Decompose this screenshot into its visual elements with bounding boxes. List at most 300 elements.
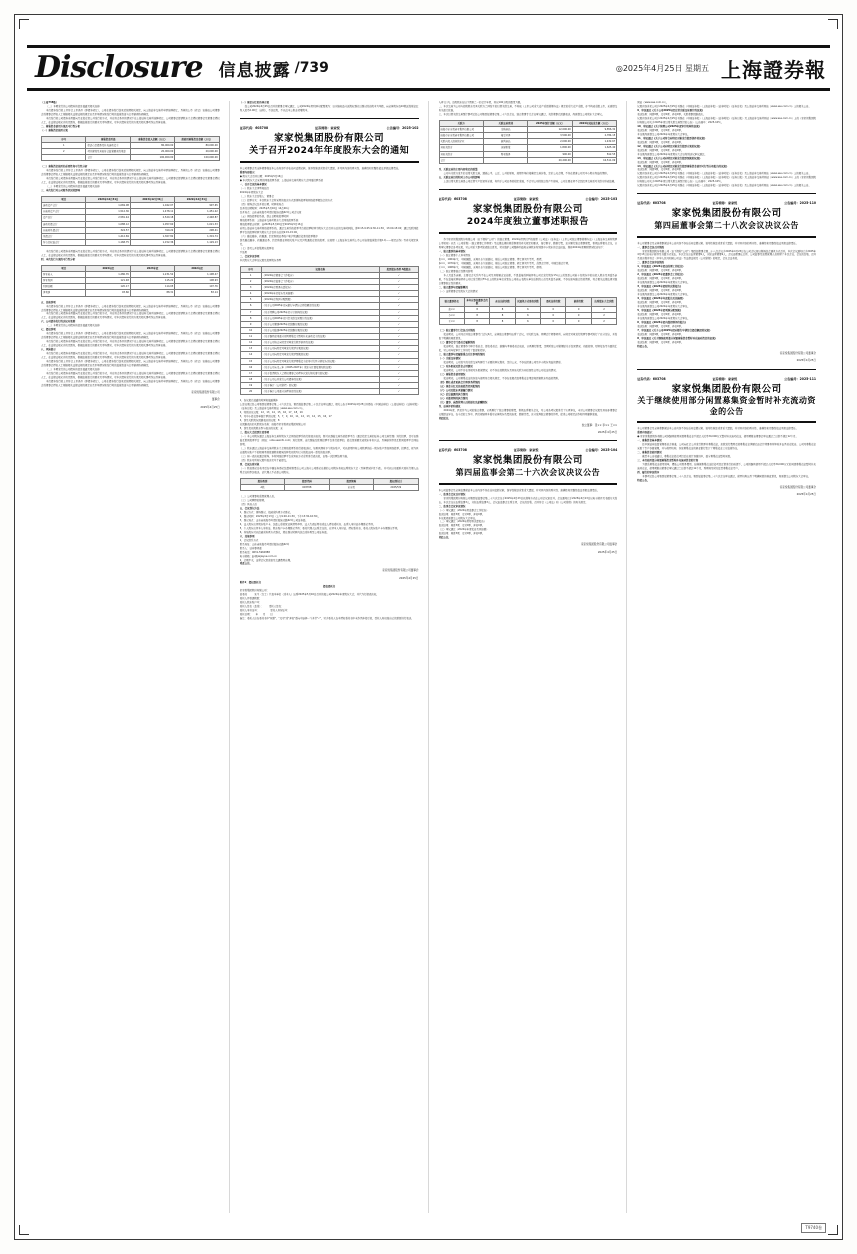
table-cell: 2,784.15: [572, 133, 616, 139]
table-row: [439, 157, 617, 163]
paragraph: （四）现场会议召开的日期、时间和地点: [239, 203, 284, 207]
table-cell: √: [379, 278, 418, 284]
table-cell: 20,000.00: [175, 149, 219, 155]
table-cell: 1,286.35: [86, 272, 130, 278]
table-cell: 接受劳务: [483, 133, 527, 139]
table-row: [439, 319, 617, 325]
paragraph: （四）其他人员: [239, 502, 257, 506]
paragraph: 1、登记方式：现场登记、信函或传真方式登记。: [239, 510, 293, 514]
table-cell: 0: [566, 319, 591, 325]
table-cell: 项目建设及其他符合监管要求的用途: [86, 149, 130, 155]
paragraph: 本公司董事会及全体董事保证本公告内容不存在任何虚假记载、误导性陈述或者重大遗漏，并对其内容的真实性、准确性和完整性依法承担法律责任。: [637, 241, 799, 245]
paragraph: 本议案尚需提交公司2024年年度股东大会审议。: [637, 293, 690, 297]
paragraph: 本议案尚需提交公司2024年年度股东大会以特别决议审议通过。: [637, 152, 707, 156]
paragraph: 本次发行的公司债券采用面向专业投资者公开发行的方式，并在符合条件的情况下在上海证券交易所挂牌转让。公司董事会提请股东大会授权董事会及董事会授权人士，在法律法规允许的范围内，根据监管部门的要求及市场情况，对本次债券发行的方案及相关事项作出具体安排。: [41, 340, 220, 348]
table-cell: 1,432.67: [572, 139, 616, 145]
table-cell: 合计: [439, 157, 483, 163]
article-header: [637, 376, 816, 418]
table-cell: 8: [464, 307, 489, 313]
table-cell: [42, 155, 86, 161]
table-header-cell: 出席股东大会次数: [591, 297, 616, 306]
section-heading: 一、董事会会议召开情况: [637, 245, 665, 249]
section-heading: 四、履行的审议程序: [637, 470, 660, 474]
table-cell: 0: [566, 313, 591, 319]
table-cell: √: [379, 327, 418, 333]
paragraph: （一）审议通过《2024年度监事会工作报告》: [438, 508, 489, 512]
paragraph: 召开地点：山东省威海市环翠区海滨北路62号公司会议室: [239, 211, 302, 215]
signature-board: 家家悦集团股份有限公司董事会: [779, 485, 816, 489]
announcement-number: 公告编号：2025-102: [386, 125, 419, 130]
security-name: 证券简称：家家悦: [513, 196, 539, 201]
table-cell: 17: [240, 370, 261, 376]
paragraph: 本议案尚需提交公司股东大会审议。: [438, 516, 478, 520]
paragraph: 4、涉及关联股东回避表决的议案：8: [239, 419, 280, 423]
paragraph: 1、各议案已披露的时间和披露媒体: [239, 399, 278, 403]
table-cell: 10: [240, 327, 261, 333]
table-cell: 所有者权益合计: [42, 239, 86, 245]
page-sheet: [14, 14, 843, 1240]
section-heading: （二）募集资金使用的必要性和可行性分析: [41, 165, 88, 169]
table-cell: 1,319.74: [175, 233, 219, 239]
table-cell: √: [379, 291, 418, 297]
paragraph: 议案内容详见公司于2025年4月25日刊登在《中国证券报》《上海证券报》《证券时报》《证券日报》及上海证券交易所网站（www.sse.com.cn）上的相关公告。: [637, 172, 811, 176]
security-name: 证券简称：家家悦: [315, 125, 340, 130]
table-row: [42, 239, 220, 245]
paragraph: （二）本期发行的公司债券的信息披露及相关安排: [46, 104, 100, 108]
table-cell: 20,200.00: [528, 157, 572, 163]
security-name: 证券简称：家家悦: [712, 376, 738, 381]
paragraph: 本次债券发行的上市符合上市条件（即债券转让），公司在债券发行结束后按照相关规定，向上海证券交易所申请挂牌转让，具体的上市（转让）安排由公司董事会或董事会授权人士根据相关法律法规的规定以及市场情况和发行时的监管政策与主承销商协商确定。: [41, 379, 220, 387]
paragraph: 2024年度，我们作为公司的独立董事，认真履行了独立董事的职责，积极出席相关会议，对公司各项议案进行了认真审议，未对公司董事会议案及其他非董事会议案提出异议。在今后的工作中，我们将继续本着对全体股东负责的态度，勤勉尽责，充分发挥独立董事的作用，促进公司规范运作和持续健康发展。: [438, 408, 618, 416]
table-cell: √: [379, 285, 418, 291]
table-header-cell: 2023年12月31日: [130, 197, 174, 203]
paragraph: 重要内容提示：: [637, 431, 655, 435]
paragraph: 本次发行的公司债券采用面向专业投资者公开发行的方式，并在符合条件的情况下在上海证券交易所挂牌转让。公司董事会提请股东大会授权董事会及董事会授权人士，在法律法规允许的范围内，根据监管部门的要求及市场情况，对本次债券发行的方案及相关事项作出具体安排。: [41, 312, 220, 320]
table-cell: 1,129.13: [175, 239, 219, 245]
security-code: 证券代码：603708: [438, 196, 467, 201]
signature-supervisory-board: 家家悦集团股份有限公司监事会: [580, 543, 618, 547]
paragraph: 议案内容详见公司于2025年4月25日刊登在《中国证券报》《上海证券报》《证券时报》《证券日报》及上海证券交易所网站（www.sse.com.cn）上的相关公告。: [637, 184, 811, 188]
section-heading: 一、募集资金基本情况: [637, 439, 662, 443]
section-heading: 五、会议登记方法: [239, 506, 260, 510]
paragraph: 特此报告。: [438, 416, 451, 420]
table-cell: 《关于提请股东大会授权董事会办理本次发行相关事宜的议案》: [261, 370, 379, 376]
article-title: 2024年度独立董事述职报告: [466, 216, 589, 227]
section-heading: 三、独立董事年度履职重点关注事项的情况: [438, 353, 485, 357]
table-cell: √: [379, 315, 418, 321]
paragraph: 特此公告。: [637, 478, 650, 482]
table-cell: 流动负债合计: [42, 221, 86, 227]
table-cell: 2,520.18: [130, 215, 174, 221]
table-cell: √: [379, 364, 418, 370]
paragraph: 本次发行的公司债券采用面向专业投资者公开发行的方式，并在符合条件的情况下在上海证券交易所挂牌转让。公司董事会提请股东大会授权董事会及董事会授权人士，在法律法规允许的范围内，根据监管部门的要求及市场情况，对本次债券发行的方案及相关事项作出具体安排。: [41, 177, 220, 185]
corner-mark-top-left: [19, 19, 29, 29]
paragraph: 表决结果：同意9票，反对0票，弃权0票。: [637, 269, 684, 273]
table-cell: 80,000.00: [130, 142, 174, 148]
table-cell: √: [379, 297, 418, 303]
paragraph: 议案内容详见公司于2025年4月25日刊登在《中国证券报》《上海证券报》《证券时报》《证券日报》及上海证券交易所网站（www.sse.com.cn）上的《家家悦集团股份有限公司关于2025年度日常关联交易预计的公告》（公告编号：2025-105）。: [637, 176, 816, 184]
table-cell: 威海市家家悦商业集团有限公司: [439, 133, 483, 139]
continuation-note: （上接738版）: [41, 101, 59, 104]
table-header-cell: 亲自出席次数: [490, 297, 515, 306]
table-cell: 关联自然人控制的企业: [439, 139, 483, 145]
paragraph: 5、涉及优先股股东参与表决的议案：无: [239, 427, 283, 431]
section-heading: （二）对外担保及资金占用情况: [438, 365, 473, 369]
paragraph: 重要内容提示：: [239, 171, 257, 175]
paragraph: （一）股权登记日收市后在中国证券登记结算有限责任公司上海分公司登记在册的公司股东有权出席股东大会（具体情况详见下表），并可以以书面形式委托代理人出席会议和参加表决。该代理人不必是公司股东。: [239, 466, 419, 474]
paragraph: 3、登记地点：山东省威海市环翠区海滨北路62号公司证券部。: [239, 518, 308, 522]
section-heading: 六、其他事项: [239, 534, 255, 538]
paragraph: 表决结果：同意9票，反对0票，弃权0票。: [637, 128, 684, 132]
paragraph: 经公司2024年4月25日召开的董事会审议通过，公司2024年度利润分配预案为：以实施权益分派股权登记日登记的总股本为基数，向全体股东每10股派发现金红利人民币2.00元（含税），不送红股，不以资本公积金转增股本。: [239, 104, 419, 112]
table-cell: 1,042.07: [130, 203, 174, 209]
paragraph: 二、本次交易为公司与控股股东及其关联方之间发生的日常关联交易，不构成《上市公司重大资产重组管理办法》规定的重大资产重组，亦不构成重组上市，无需提交有关部门批准。: [438, 104, 618, 112]
table-cell: 2,448.87: [175, 215, 219, 221]
table-cell: 《关于继续使用部分闲置募集资金暂时补充流动资金的议案》: [261, 334, 379, 340]
paragraph: 本次债券发行的上市符合上市条件（即债券转让），公司在债券发行结束后按照相关规定，向上海证券交易所申请挂牌转让，具体的上市（转让）安排由公司董事会或董事会授权人士根据相关法律法规的规定以及市场情况和发行时的监管政策与主承销商协商确定。: [41, 332, 220, 340]
table-cell: 1,088.12: [86, 221, 130, 227]
table-cell: 《关于修订公司部分治理制度的议案》: [261, 389, 379, 395]
table-cell: 100,000.00: [130, 155, 174, 161]
table-cell: 1: [42, 142, 86, 148]
paragraph: 应回避表决的关联股东名称：威海市家家悦商业集团有限公司: [239, 423, 306, 427]
table-cell: 《关于公司向特定对象发行股票募集资金使用可行性分析报告的议案》: [261, 358, 379, 364]
resolution-item: 1、审议通过《2024年度总经理工作报告》: [637, 265, 685, 269]
table-header-cell: 委托出席次数: [541, 297, 566, 306]
table-cell: 1,512.36: [86, 209, 130, 215]
paragraph: （一）本公司股东通过上海证券交易所股东大会网络投票系统行使表决权的，既可以登陆交易系统投票平台（通过指定交易的证券公司交易终端）进行投票，也可以登陆互联网投票平台（网址：vote.sseinfo.com）进行投票。首次登陆互联网投票平台进行投票的，投资者需要完成股东身份认证。具体操作请见互联网投票平台网站说明。: [239, 435, 419, 446]
table-cell: [483, 157, 527, 163]
paragraph: 本次发行的公司债券采用面向专业投资者公开发行的方式，并在符合条件的情况下在上海证券交易所挂牌转让。公司董事会提请股东大会授权董事会及董事会授权人士，在法律法规允许的范围内，根据监管部门的要求及市场情况，对本次债券发行的方案及相关事项作出具体安排。: [41, 352, 220, 360]
paragraph: 本议案尚需提交公司2024年年度股东大会审议。: [637, 281, 690, 285]
paragraph: 公司与关联方发生的日常关联交易，遵循公平、公正、公开的原则，按照市场价格确定交易价格，定价公允合理，不存在损害公司及中小股东利益的情形。: [443, 171, 610, 175]
column-2: [240, 101, 429, 1213]
paragraph: （一）出席董事会及股东大会的情况: [438, 289, 478, 293]
paragraph: 表决结果：同意9票，反对0票，弃权0票。: [637, 160, 684, 164]
table-cell: √: [379, 334, 418, 340]
table-cell: 121.48: [86, 278, 130, 284]
paragraph: 本次债券发行的上市符合上市条件（即债券转让），公司在债券发行结束后按照相关规定，向上海证券交易所申请挂牌转让，具体的上市（转让）安排由公司董事会或董事会授权人士根据相关法律法规的规定以及市场情况和发行时的监管政策与主承销商协商确定。: [41, 169, 220, 177]
paragraph: （七）涉及公开征集股东投票权: [239, 246, 274, 250]
paragraph: 报告期内，公司共召开独立董事专门会议4次，全体独立董事均出席了会议，对关联交易、续聘会计师事务所、向特定对象发行股票等事项进行了充分讨论，并发表了明确的同意意见。: [438, 333, 618, 341]
table-cell: 6: [515, 319, 540, 325]
paragraph: （二）本期发行的公司债券的信息披露及相关安排: [46, 368, 100, 372]
paragraph: 特此公告。: [637, 344, 650, 348]
section-heading: 七、授权事项: [41, 328, 56, 332]
table-cell: 0: [541, 319, 566, 325]
table-cell: 1,367.82: [130, 233, 174, 239]
section-heading: 四、关联交易的主要内容和定价政策: [438, 167, 478, 171]
related-party-table: [439, 120, 618, 164]
section-heading: （二）独立董事专门会议召开情况: [438, 329, 476, 333]
table-cell: 《关于公司未来三年（2025-2027年）股东分红回报规划的议案》: [261, 364, 379, 370]
table-cell: 108.93: [175, 278, 219, 284]
signature-company: 家家悦集团股份有限公司董事会: [382, 569, 419, 573]
section-heading: 四、会议出席对象: [239, 462, 260, 466]
table-header-cell: 议案名称: [261, 266, 379, 272]
paragraph: 联系人：证券事务部: [239, 546, 262, 550]
paragraph: 本公司董事会及全体董事保证本公告内容不存在任何虚假记载、误导性陈述或者重大遗漏，并对其内容的真实性、准确性和完整性依法承担法律责任。: [239, 167, 401, 171]
paragraph: （二）本期发行的公司债券的信息披露及相关安排: [46, 324, 100, 328]
paragraph: 不适用: [239, 250, 248, 254]
paragraph: （二）审议通过《2024年度财务决算报告》: [438, 520, 487, 524]
table-cell: 李××: [439, 313, 464, 319]
table-cell: 非流动负债合计: [42, 227, 86, 233]
paragraph: 本议案尚需提交公司2024年年度股东大会审议。: [637, 132, 690, 136]
company-name: 家家悦集团股份有限公司: [274, 132, 385, 144]
paragraph: 为提高募集资金使用效率，降低公司财务费用，在确保募集资金投资项目正常进行的前提下，公司拟继续使用不超过人民币30,000万元的闲置募集资金暂时补充流动资金，使用期限自董事会审议通过之日起不超过12个月，到期将及时归还至募集资金专户。: [637, 462, 816, 470]
table-cell: 6: [240, 303, 261, 309]
table-cell: 18: [240, 376, 261, 382]
table-cell: 6: [515, 313, 540, 319]
paragraph: 表决结果：同意9票，反对0票，弃权0票。: [637, 301, 684, 305]
table-cell: 《关于公司向特定对象发行股票预案的议案》: [261, 352, 379, 358]
resolution-item: 14、审议通过《关于公司向特定对象发行股票募集资金使用可行性分析报告的议案》: [637, 164, 729, 168]
table-cell: 2: [591, 313, 616, 319]
masthead-section-title: 信息披露: [218, 60, 291, 81]
announcement-number: 公告编号：2025-104: [585, 448, 618, 453]
table-cell: 115.22: [130, 278, 174, 284]
paragraph: 三、本次日常关联交易预计事项已经公司第四届董事会第二十六次会议、独立董事专门会议审议通过，关联董事已回避表决，尚需提交公司股东大会审议。: [438, 112, 605, 116]
table-cell: 1,152.36: [130, 239, 174, 245]
table-header-cell: 独立董事姓名: [439, 297, 464, 306]
paragraph: 李××，1970年生，中国国籍，无境外永久居留权，现任公司独立董事，硕士研究生学历，高级会计师，中国注册会计师。: [438, 262, 571, 265]
company-name: 家家悦集团股份有限公司: [472, 455, 583, 467]
signature-company: 家家悦集团股份有限公司: [191, 390, 220, 394]
column-3: [439, 101, 628, 1213]
table-cell: 14: [240, 352, 261, 358]
table-cell: 8: [490, 313, 515, 319]
signature-body: 董事会: [211, 398, 220, 402]
section-heading: 一、独立董事的基本情况: [438, 250, 466, 254]
paragraph: 网络投票起止时间：自2025年5月16日至2025年5月16日: [239, 223, 303, 227]
section-heading: 五、关联交易目的和对上市公司的影响: [438, 175, 480, 179]
table-header-cell: 2022年12月31日: [175, 197, 219, 203]
paragraph: 家家悦集团股份有限公司：: [239, 589, 270, 593]
table-header-cell: 股权登记日: [374, 478, 418, 484]
paragraph: （一）股东大会类型和届次: [239, 187, 270, 191]
paragraph: 表决结果：同意3票，反对0票，弃权0票。: [438, 524, 485, 528]
table-cell: 1,478.11: [130, 209, 174, 215]
table-cell: 0: [541, 307, 566, 313]
table-cell: 1,800.00: [528, 145, 572, 151]
table-header-cell: 2024年度: [86, 265, 130, 271]
paragraph: 备注：委托人应在委托书中"同意"、"反对"或"弃权"意向中选择一个并打"√"，对于委托人在本授权委托书中未作具体指示的，受托人有权按自己的意愿进行表决。: [239, 616, 414, 620]
table-cell: 《关于公司符合向特定对象发行股票条件的议案》: [261, 340, 379, 346]
section-heading: 三、本次使用部分闲置募集资金暂时补充流动资金的计划: [637, 458, 699, 462]
section-heading: 五、其他事项: [41, 300, 56, 304]
paragraph: 召开的日期时间：2025年5月16日 14点00分: [239, 207, 290, 211]
table-cell: 流动资产合计: [42, 203, 86, 209]
resolution-item: 5、审议通过《2024年度利润分配预案》: [637, 309, 683, 313]
signature-date: 2025年4月25日: [796, 493, 816, 497]
section-heading: （四）聘任或者更换会计师事务所情况: [438, 380, 480, 384]
table-cell: 采购商品: [483, 127, 527, 133]
section-heading: （一）关联交易情况: [438, 357, 461, 361]
paragraph: （六）融资融券、转融通、约定购回业务账户和沪股通投资者的投票程序: [239, 234, 318, 238]
table-cell: 《关于公司2025年度日常关联交易预计的议案》: [261, 315, 379, 321]
column-1: [41, 101, 230, 1213]
resolution-item: 2、审议通过《2024年度董事会工作报告》: [637, 273, 685, 277]
signature-board: 家家悦集团股份有限公司董事会: [779, 351, 816, 355]
table-header-cell: 投票股东类型 A股股东: [379, 266, 418, 272]
table-cell: 19: [240, 383, 261, 389]
table-cell: 偿还有息债务及补充流动资金: [86, 142, 130, 148]
table-cell: 1,057.60: [130, 221, 174, 227]
table-cell: √: [379, 303, 418, 309]
paragraph: 5、个人股东应持本人身份证、股东账户卡办理登记手续；委托代理人出席会议的，应持本人身份证、授权委托书、委托人股东账户卡办理登记手续。: [239, 526, 400, 530]
table-header-cell: 股份类别: [240, 478, 284, 484]
paragraph: 委托人签名（盖章）： 受托人签名：: [239, 605, 284, 609]
paragraph: 委托人持普通股数：: [239, 597, 262, 601]
company-name: 家家悦集团股份有限公司: [671, 208, 782, 220]
section-heading: （七）信息披露的执行情况: [438, 392, 468, 396]
paragraph: （五）网络投票的系统、起止日期和投票时间: [239, 215, 289, 219]
paragraph: 本公司董事会及全体董事保证本公告内容不存在任何虚假记载、误导性陈述或者重大遗漏，并对其内容的真实性、准确性和完整性依法承担法律责任。: [637, 427, 799, 431]
table-cell: 120.17: [86, 284, 130, 290]
table-header-cell: 股票简称: [329, 478, 373, 484]
masthead-brand: Disclosure: [35, 50, 203, 85]
table-cell: 20: [240, 389, 261, 395]
paragraph: 本议案尚需提交公司2024年年度股东大会审议。: [637, 316, 690, 320]
table-cell: 80,000.00: [175, 142, 219, 148]
paragraph: 2024年年度股东大会: [239, 191, 264, 195]
paragraph: 3、对中小投资者单独计票的议案：5、7、9、10、11、12、13、14、15、16、17: [239, 415, 332, 419]
paragraph: 本次债券发行的上市符合上市条件（即债券转让），公司在债券发行结束后按照相关规定，向上海证券交易所申请挂牌转让，具体的上市（转让）安排由公司董事会或董事会授权人士根据相关法律法规的规定以及市场情况和发行时的监管政策与主承销商协商确定。: [41, 360, 220, 368]
table-header-cell: 募集资金用途: [86, 136, 130, 142]
article-header: [240, 125, 419, 158]
announcement-number: 公告编号：2025-110: [784, 201, 816, 206]
section-heading: 六、公司债券发行的决议有效期: [41, 320, 76, 324]
table-cell: 房屋租赁: [483, 145, 527, 151]
table-cell: 9: [240, 321, 261, 327]
table-cell: 《关于公司2025年度向银行申请综合授信额度的议案》: [261, 303, 379, 309]
table-header-cell: 2024年12月31日: [86, 197, 130, 203]
section-heading: 二、独立董事年度履职概况: [438, 285, 468, 289]
table-cell: 王××: [439, 319, 464, 325]
table-cell: 3,500.00: [528, 133, 572, 139]
table-cell: √: [379, 340, 418, 346]
announcement-number: 公告编号：2025-103: [585, 196, 618, 201]
table-cell: 《关于公司董事2025年度薪酬方案的议案》: [261, 321, 379, 327]
paragraph: （三）同一表决权通过现场、本所网络投票平台或其他方式重复进行表决的，以第一次投票结果为准。: [239, 454, 350, 458]
company-name: 家家悦集团股份有限公司: [472, 203, 583, 215]
table-cell: 8: [490, 307, 515, 313]
section-heading: 三、股东大会投票注意事项: [239, 431, 270, 435]
column-4: [637, 101, 816, 1213]
table-cell: 威海市家家悦商业集团有限公司: [439, 127, 483, 133]
section-heading: 一、召开会议的基本情况: [239, 183, 267, 187]
resolution-item: 11、审议通过《关于公司符合向特定对象发行股票条件的议案》: [637, 136, 707, 140]
table-cell: √: [379, 272, 418, 278]
resolution-item: 7、审议通过《关于公司2025年度向银行申请综合授信额度的议案》: [637, 328, 712, 332]
masthead: [27, 45, 830, 91]
paragraph: 6、异地股东可以信函或传真方式登记，须在登记时间内送达或传真至公司证券部。: [239, 530, 330, 534]
table-cell: 100,000.00: [175, 155, 219, 161]
income-statement-table: [41, 265, 220, 297]
paragraph: 截至本公告披露日，募集资金投资项目正在按计划推进中，部分募集资金暂时闲置。: [642, 454, 733, 458]
table-cell: 2: [591, 307, 616, 313]
paragraph: 采用上海证券交易所网络投票系统，通过交易系统投票平台的投票时间为股东大会召开当日的交易时间段，即9:15-9:25,9:30-11:30，13:00-15:00；通过互联网投票平台的投票时间为股东大会召开当日的9:15-15:00。: [239, 227, 419, 234]
table-cell: 5: [240, 297, 261, 303]
paragraph: 作为家家悦集团股份有限公司（以下简称"公司"）的独立董事，2024年度我们严格按照《公司法》《证券法》《上市公司独立董事管理办法》《上海证券交易所股票上市规则》以及《公司章程》《独立董事工作制度》等法律法规和规章制度的有关规定和要求，恪尽职守、勤勉尽责，忠实履行独立董事职责，积极出席相关会议，认真审议董事会各项议案，对公司重大事项发表独立意见，切实维护公司整体利益和全体股东特别是中小股东的合法权益。现将2024年度履职情况报告如下：: [438, 238, 618, 250]
paragraph: 本次发行的公司债券采用面向专业投资者公开发行的方式，并在符合条件的情况下在上海证券交易所挂牌转让。公司董事会提请股东大会授权董事会及董事会授权人士，在法律法规允许的范围内，根据监管部门的要求及市场情况，对本次债券发行的方案及相关事项作出具体安排。: [41, 250, 220, 257]
table-cell: 15: [240, 358, 261, 364]
article-header: [439, 196, 618, 229]
resolution-item: 10、审议通过《关于续聘公司2025年度审计机构的议案》: [637, 124, 702, 128]
table-cell: 4: [240, 291, 261, 297]
signature-date: 2025年4月25日: [796, 359, 816, 363]
paragraph: 议案内容详见公司于2025年4月25日刊登在《中国证券报》《上海证券报》《证券时报》《证券日报》及上海证券交易所网站（www.sse.com.cn）上的相关公告。: [637, 104, 811, 108]
paragraph: 本次债券发行的上市符合上市条件（即债券转让），公司在债券发行结束后按照相关规定，向上海证券交易所申请挂牌转让，具体的上市（转让）安排由公司董事会或董事会授权人士根据相关法律法规的规定以及市场情况和发行时的监管政策与主承销商协商确定。: [41, 304, 220, 312]
paragraph: 张××，1964年生，中国国籍，无境外永久居留权，现任公司独立董事，博士研究生学历，教授。: [438, 258, 544, 262]
paragraph: 报告期内，独立董事作为审计委员会、提名委员会、薪酬与考核委员会成员，认真履行职责，定期听取公司管理层关于经营情况、内部控制、财务报告等方面的汇报，对公司年报审计工作进行了督促和指导。: [438, 345, 618, 353]
table-cell: 《关于公司向特定对象发行股票方案的议案》: [261, 346, 379, 352]
section-heading: 二、董事会会议审议情况: [637, 261, 665, 265]
table-cell: √: [379, 383, 418, 389]
table-cell: 物业服务: [483, 151, 527, 157]
table-cell: 8: [490, 319, 515, 325]
paragraph: 报告期内，公司不存在违规对外担保情况，亦不存在控股股东及其他关联方非经营性占用公司资金的情况。: [443, 369, 559, 373]
table-cell: 《关于公司监事2025年度薪酬方案的议案》: [261, 327, 379, 333]
paragraph: ● 家家悦集团股份有限公司拟继续使用闲置募集资金不超过人民币30,000万元暂时补充流动资金，使用期限自董事会审议通过之日起不超过12个月。: [637, 435, 799, 439]
signature-date: 2025年4月25日: [597, 550, 618, 554]
table-cell: 1,021.33: [175, 221, 219, 227]
table-cell: 6: [515, 307, 540, 313]
table-cell: 《关于修订〈公司章程〉的议案》: [261, 383, 379, 389]
paragraph: （三）审议通过《2024年年度报告及其摘要》: [438, 528, 489, 532]
paragraph: 2、登记时间：2025年5月13日（上午9:00-11:30，下午13:30-16:30）。: [239, 514, 321, 518]
resolution-item: 12、审议通过《关于公司向特定对象发行股票方案的议案》: [637, 144, 702, 148]
table-header-cell: 股票代码: [285, 478, 329, 484]
paragraph: 表决结果：同意9票，反对0票，弃权0票。: [637, 332, 684, 336]
agenda-table: [240, 266, 419, 396]
paragraph: 议案内容详见公司于2025年4月25日刊登在《中国证券报》《上海证券报》《证券时报》《证券日报》及上海证券交易所网站（www.sse.com.cn）上的《家家悦集团股份有限公司关于2025年度日常关联交易预计的公告》（公告编号：2025-105）。: [637, 116, 816, 124]
section-heading: 八、风险提示: [41, 348, 56, 352]
table-cell: 7: [240, 309, 261, 315]
table-row: [240, 389, 418, 395]
signature-independent-directors: 独立董事：张×× 李×× 王××: [581, 423, 618, 427]
table-cell: √: [379, 370, 418, 376]
table-header-cell: 2025年预计金额（万元）: [528, 120, 572, 126]
table-cell: A股: [240, 484, 284, 490]
table-cell: √: [379, 321, 418, 327]
paragraph: 表决结果：同意9票，反对0票，弃权0票。: [637, 340, 684, 344]
paragraph: 报告期内，公司发生的关联交易均履行了必要的审议程序，定价公允，不存在损害公司及中小股东利益的情形。: [443, 361, 563, 365]
article-header: [439, 447, 618, 478]
table-header-cell: 2022年度: [175, 265, 219, 271]
table-cell: 《2024年度监事会工作报告》: [261, 278, 379, 284]
paragraph: 表决结果：同意6票，反对0票，弃权0票。关联董事回避表决。: [637, 112, 706, 116]
section-heading: 二、募集资金使用方案及可行性分析: [41, 124, 81, 128]
table-header-cell: 2023年度: [130, 265, 174, 271]
resolution-item: 9、审议通过《关于公司2025年度日常关联交易预计的议案》: [637, 108, 705, 112]
table-cell: 《关于续聘公司2025年度审计机构的议案》: [261, 309, 379, 315]
resolution-item: 3、审议通过《2024年度财务决算报告》: [637, 285, 683, 289]
section-heading: 三、本次发行对公司财务状况的影响: [41, 189, 81, 193]
table-cell: √: [379, 376, 418, 382]
section-heading: 四、本次发行方案的可行性分析: [41, 257, 76, 261]
security-code: 证券代码：603708: [637, 376, 666, 381]
table-header-cell: 拟使用募集资金金额（万元）: [175, 136, 219, 142]
corner-mark-top-right: [828, 19, 838, 29]
table-header-cell: 以通讯方式参加次数: [515, 297, 540, 306]
resolution-item: 13、审议通过《关于公司向特定对象发行股票预案的议案》: [637, 156, 702, 160]
paragraph: 报告期内，公司募集资金的存放与使用符合相关规定，不存在变相改变募集资金用途和损害股东利益的情形。: [443, 377, 561, 380]
paragraph: 本公司监事会及全体监事保证本公告内容不存在任何虚假记载、误导性陈述或者重大遗漏，并对其内容的真实性、准确性和完整性依法承担法律责任。: [438, 488, 600, 492]
table-cell: 3: [240, 285, 261, 291]
table-cell: 张××: [439, 307, 464, 313]
